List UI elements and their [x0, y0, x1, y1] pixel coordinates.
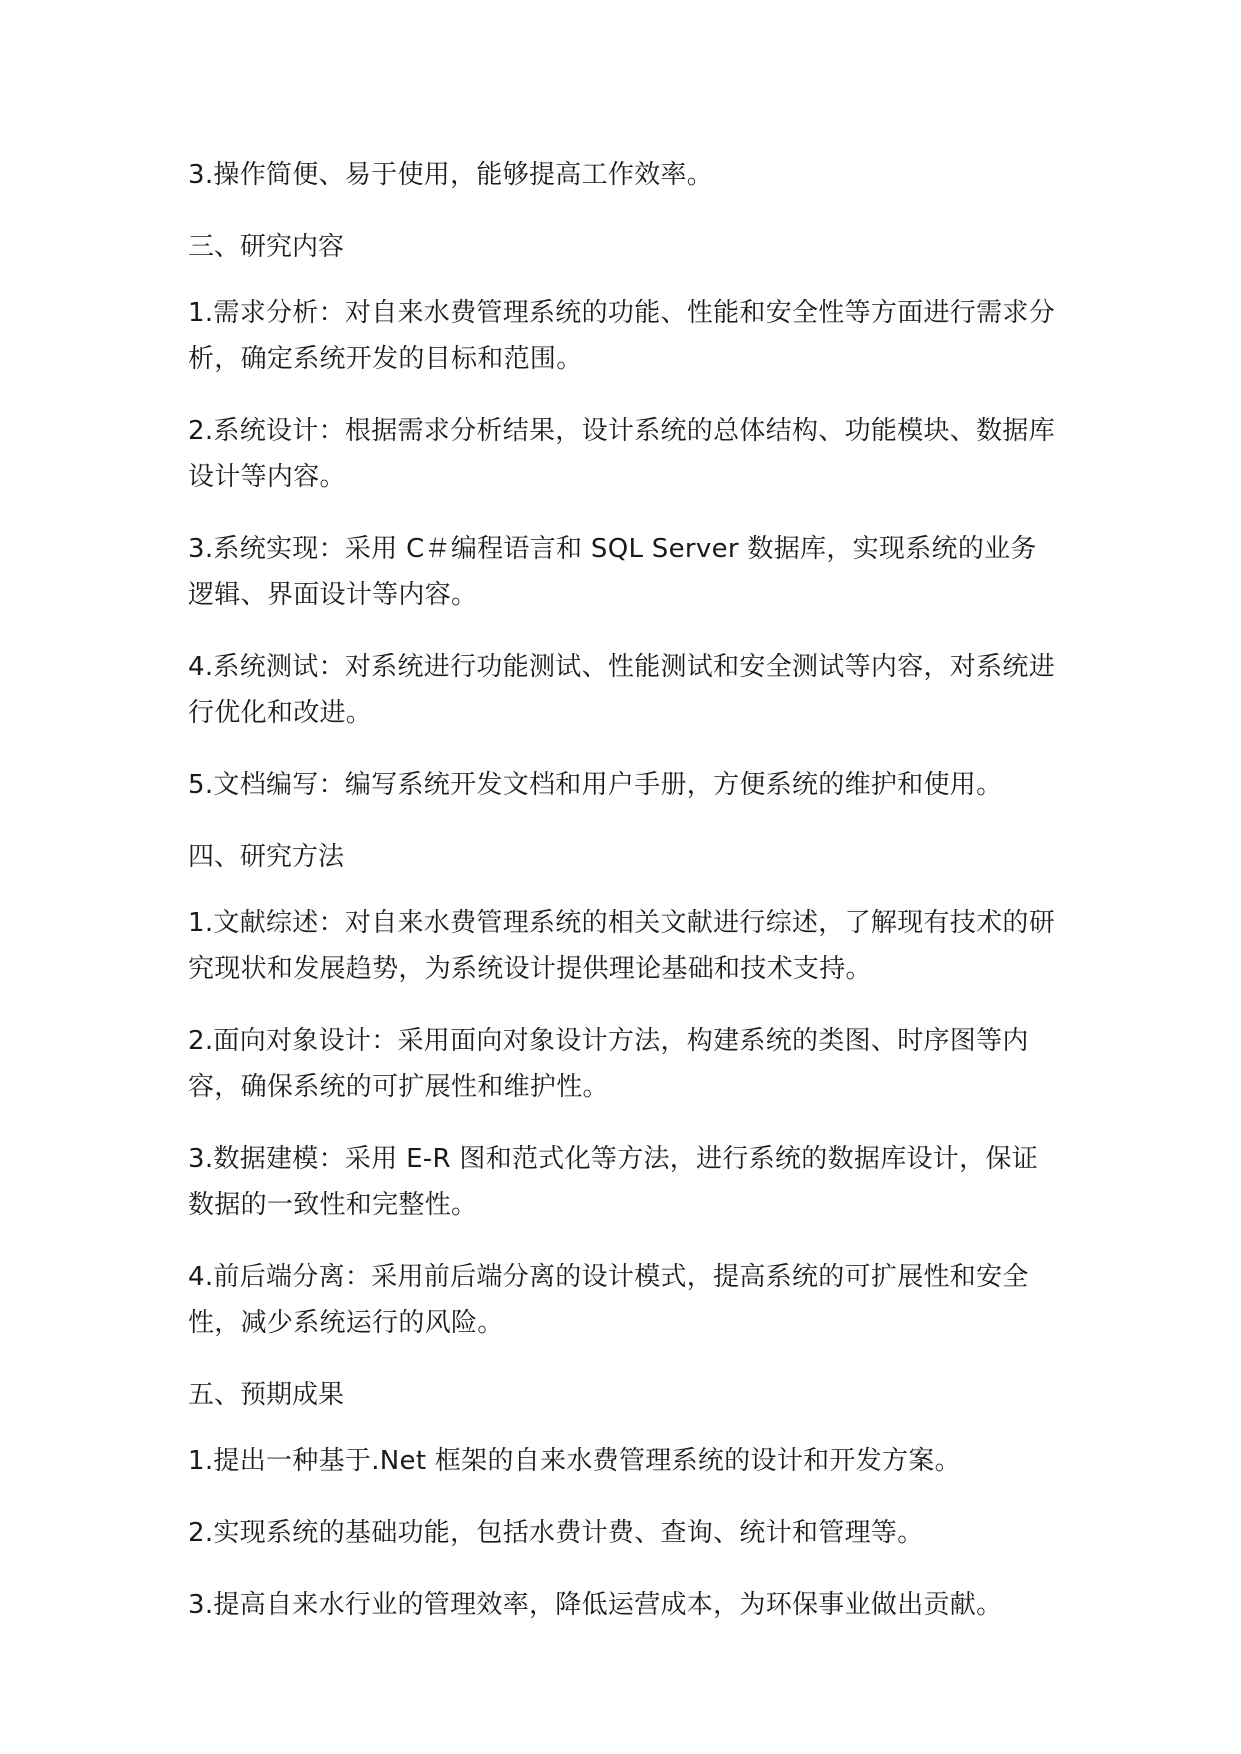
paragraph-system-testing: 4.系统测试：对系统进行功能测试、性能测试和安全测试等内容，对系统进行优化和改进。 — [188, 652, 1056, 728]
paragraph-result-1: 1.提出一种基于.Net 框架的自来水费管理系统的设计和开发方案。 — [188, 1446, 961, 1476]
paragraph-system-design: 2.系统设计：根据需求分析结果，设计系统的总体结构、功能模块、数据库设计等内容。 — [188, 416, 1056, 492]
section-heading-expected-results: 五、预期成果 — [188, 1380, 345, 1410]
paragraph-goal-3: 3.操作简便、易于使用，能够提高工作效率。 — [188, 160, 714, 190]
paragraph-system-implementation: 3.系统实现：采用 C＃编程语言和 SQL Server 数据库，实现系统的业务逻辑、界面设计等内容。 — [188, 534, 1037, 610]
paragraph-literature-review: 1.文献综述：对自来水费管理系统的相关文献进行综述，了解现有技术的研究现状和发展趋势，为系统设计提供理论基础和技术支持。 — [188, 908, 1056, 984]
paragraph-result-2: 2.实现系统的基础功能，包括水费计费、查询、统计和管理等。 — [188, 1518, 924, 1548]
paragraph-data-modeling: 3.数据建模：采用 E-R 图和范式化等方法，进行系统的数据库设计，保证数据的一致性和完整性。 — [188, 1144, 1039, 1220]
paragraph-result-3: 3.提高自来水行业的管理效率，降低运营成本，为环保事业做出贡献。 — [188, 1590, 1003, 1620]
document-body — [188, 152, 1058, 1654]
paragraph-object-oriented-design: 2.面向对象设计：采用面向对象设计方法，构建系统的类图、时序图等内容，确保系统的可扩展性和维护性。 — [188, 1026, 1029, 1102]
section-heading-research-content: 三、研究内容 — [188, 232, 345, 262]
paragraph-requirements-analysis: 1.需求分析：对自来水费管理系统的功能、性能和安全性等方面进行需求分析，确定系统开发的目标和范围。 — [188, 298, 1056, 374]
paragraph-documentation: 5.文档编写：编写系统开发文档和用户手册，方便系统的维护和使用。 — [188, 770, 1003, 800]
paragraph-frontend-backend-separation: 4.前后端分离：采用前后端分离的设计模式，提高系统的可扩展性和安全性，减少系统运行的风险。 — [188, 1262, 1029, 1338]
section-heading-research-methods: 四、研究方法 — [188, 842, 345, 872]
